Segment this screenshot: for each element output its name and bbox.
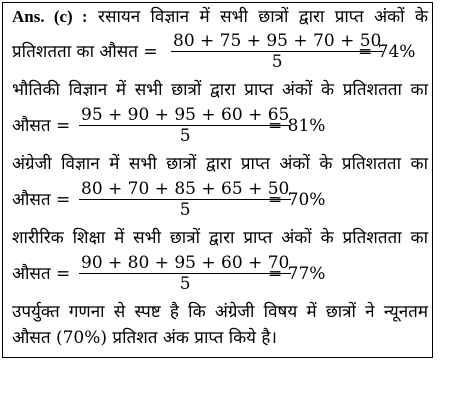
english-result: = 70% [268, 190, 326, 210]
pe-intro-line: शारीरिक शिक्षा में सभी छात्रों द्वारा प्राप्त अंकों के प्रतिशतता का [12, 228, 428, 248]
physics-result: = 81% [268, 116, 326, 136]
pe-result: = 77% [268, 264, 326, 284]
pe-lead: औसत = [12, 264, 71, 284]
physics-numerator: 95 + 90 + 95 + 60 + 65 [81, 105, 290, 125]
conclusion-line-1: उपर्युक्त गणना से स्पष्ट है कि अंग्रेजी विषय में छात्रों ने न्यूनतम [12, 302, 428, 322]
physics-fraction [79, 105, 291, 146]
english-denominator: 5 [179, 200, 191, 220]
chemistry-numerator: 80 + 75 + 95 + 70 + 50 [173, 31, 382, 51]
english-fraction [79, 179, 291, 220]
chemistry-fraction [171, 31, 383, 72]
chemistry-intro-line [12, 6, 428, 28]
answer-box [2, 2, 433, 358]
conclusion-line-2: औसत (70%) प्रतिशत अंक प्राप्त किये है। [12, 328, 277, 348]
physics-lead: औसत = [12, 116, 71, 136]
chemistry-denominator: 5 [271, 52, 283, 72]
physics-denominator: 5 [179, 126, 191, 146]
physics-intro-line: भौतिकी विज्ञान में सभी छात्रों द्वारा प्राप्त अंकों के प्रतिशतता का [12, 80, 428, 100]
answer-label: Ans. (c) : [12, 7, 88, 26]
pe-numerator: 90 + 80 + 95 + 60 + 70 [81, 253, 290, 273]
chemistry-result: = 74% [358, 42, 416, 62]
english-intro-line: अंग्रेजी विज्ञान में सभी छात्रों द्वारा प्राप्त अंकों के प्रतिशतता का [12, 154, 428, 174]
english-numerator: 80 + 70 + 85 + 65 + 50 [81, 179, 290, 199]
pe-denominator: 5 [179, 274, 191, 294]
chemistry-lead: प्रतिशतता का औसत = [12, 42, 158, 62]
english-lead: औसत = [12, 190, 71, 210]
chemistry-intro-text: रसायन विज्ञान में सभी छात्रों द्वारा प्राप्त अंकों के [98, 7, 428, 27]
pe-fraction [79, 253, 291, 294]
